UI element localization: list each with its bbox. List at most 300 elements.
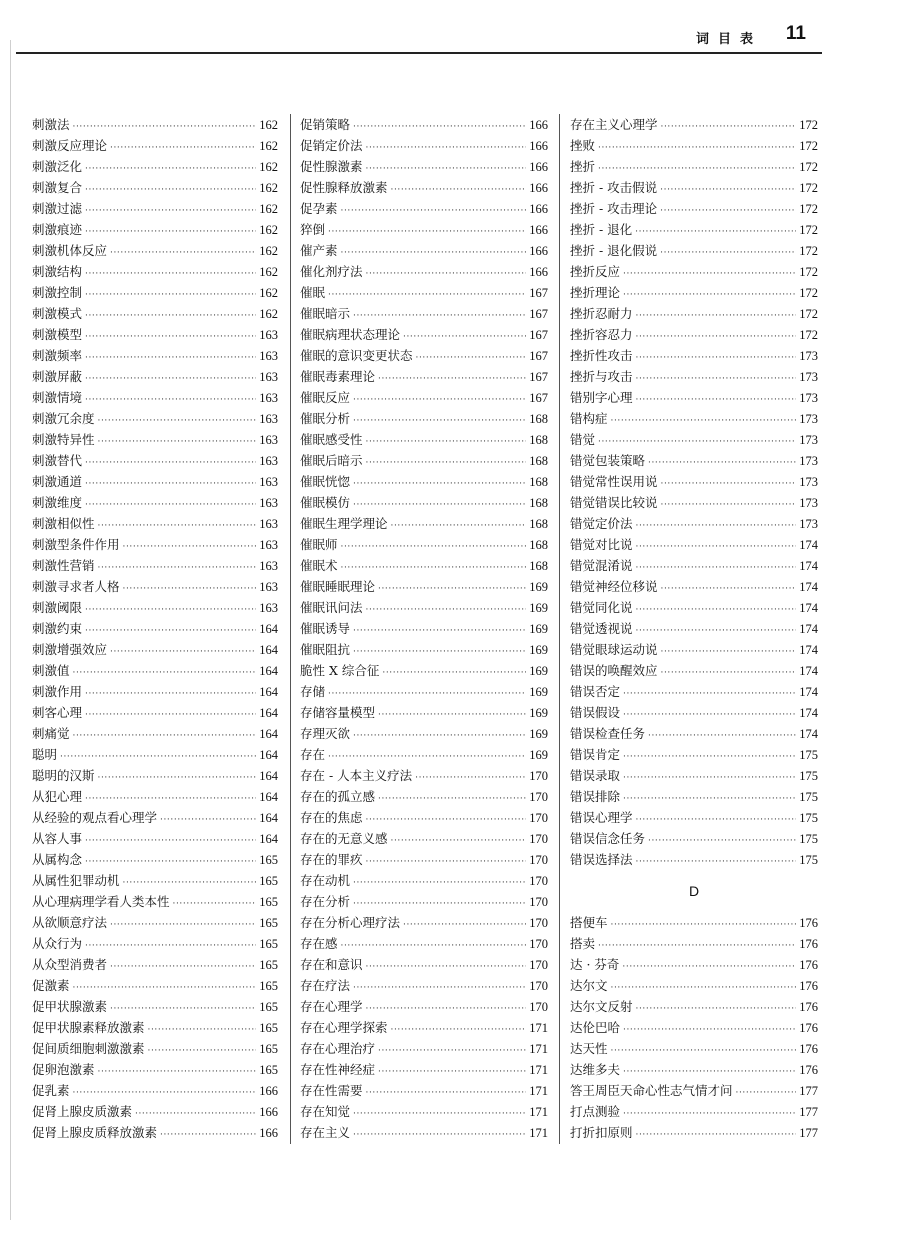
- dot-leader: [636, 516, 797, 537]
- entry-page-number: 162: [259, 307, 278, 321]
- entry-term: 催眠讯问法: [300, 600, 363, 615]
- entry-term: 刺激泛化: [32, 159, 83, 174]
- index-entry: [32, 1059, 278, 1080]
- entry-page-number: 163: [259, 559, 278, 573]
- entry-page-number: 170: [529, 1000, 548, 1014]
- index-entry: [570, 849, 818, 870]
- entry-term: 挫折 - 攻击理论: [570, 201, 658, 216]
- index-entry: [570, 366, 818, 387]
- dot-leader: [366, 852, 527, 873]
- entry-page-number: 166: [529, 265, 548, 279]
- entry-page-number: 166: [529, 244, 548, 258]
- entry-term: 催眠睡眠理论: [300, 579, 376, 594]
- entry-page-number: 165: [259, 874, 278, 888]
- dot-leader: [378, 369, 526, 390]
- entry-page-number: 173: [799, 349, 818, 363]
- index-entry: [32, 282, 278, 303]
- dot-leader: [378, 1041, 526, 1062]
- dot-leader: [173, 894, 257, 915]
- dot-leader: [85, 453, 256, 474]
- index-entry: [32, 303, 278, 324]
- entry-page-number: 164: [259, 832, 278, 846]
- entry-term: 挫折反应: [570, 264, 621, 279]
- dot-leader: [623, 285, 796, 306]
- index-entry: [570, 324, 818, 345]
- index-entry: [300, 576, 548, 597]
- entry-term: 错误录取: [570, 768, 621, 783]
- column-divider: [559, 114, 560, 1144]
- entry-page-number: 174: [799, 559, 818, 573]
- index-entry: [300, 198, 548, 219]
- entry-term: 刺激模式: [32, 306, 83, 321]
- entry-page-number: 164: [259, 706, 278, 720]
- index-entry: [32, 912, 278, 933]
- entry-page-number: 174: [799, 664, 818, 678]
- index-entry: [570, 786, 818, 807]
- entry-term: 刺激值: [32, 663, 70, 678]
- index-entry: [300, 240, 548, 261]
- dot-leader: [110, 138, 256, 159]
- entry-page-number: 176: [799, 958, 818, 972]
- entry-term: 刺激维度: [32, 495, 83, 510]
- entry-page-number: 163: [259, 496, 278, 510]
- entry-page-number: 166: [529, 118, 548, 132]
- dot-leader: [328, 285, 526, 306]
- entry-page-number: 176: [799, 1042, 818, 1056]
- entry-page-number: 163: [259, 454, 278, 468]
- entry-page-number: 165: [259, 916, 278, 930]
- index-entry: [32, 597, 278, 618]
- entry-page-number: 164: [259, 664, 278, 678]
- entry-term: 存在心理治疗: [300, 1041, 376, 1056]
- index-entry: [570, 114, 818, 135]
- index-entry: [570, 240, 818, 261]
- entry-page-number: 168: [529, 538, 548, 552]
- index-entry: [300, 555, 548, 576]
- entry-page-number: 174: [799, 643, 818, 657]
- index-entry: [32, 891, 278, 912]
- dot-leader: [648, 726, 796, 747]
- entry-page-number: 167: [529, 370, 548, 384]
- dot-leader: [85, 474, 256, 495]
- dot-leader: [341, 201, 527, 222]
- index-entry: [300, 828, 548, 849]
- index-entry: [570, 1080, 818, 1101]
- index-column-3: [570, 114, 818, 1143]
- entry-page-number: 173: [799, 517, 818, 531]
- dot-leader: [85, 684, 256, 705]
- dot-leader: [123, 537, 257, 558]
- index-entry: [32, 366, 278, 387]
- entry-term: 促肾上腺皮质激素: [32, 1104, 133, 1119]
- column-divider: [290, 114, 291, 1144]
- dot-leader: [366, 138, 527, 159]
- dot-leader: [353, 873, 526, 894]
- entry-page-number: 165: [259, 958, 278, 972]
- dot-leader: [403, 327, 526, 348]
- entry-page-number: 174: [799, 601, 818, 615]
- index-entry: [300, 492, 548, 513]
- entry-page-number: 174: [799, 706, 818, 720]
- dot-leader: [98, 432, 257, 453]
- index-entry: [570, 387, 818, 408]
- entry-term: 刺激型条件作用: [32, 537, 120, 552]
- entry-term: 从欲顺意疗法: [32, 915, 108, 930]
- index-entry: [32, 786, 278, 807]
- index-entry: [300, 849, 548, 870]
- index-entry: [570, 639, 818, 660]
- entry-term: 存理灭欲: [300, 726, 351, 741]
- entry-page-number: 167: [529, 349, 548, 363]
- dot-leader: [636, 852, 797, 873]
- entry-page-number: 170: [529, 895, 548, 909]
- entry-term: 刺激痕迹: [32, 222, 83, 237]
- dot-leader: [123, 579, 257, 600]
- dot-leader: [85, 285, 256, 306]
- entry-page-number: 172: [799, 286, 818, 300]
- entry-page-number: 174: [799, 622, 818, 636]
- entry-page-number: 172: [799, 160, 818, 174]
- entry-page-number: 169: [529, 706, 548, 720]
- index-entry: [300, 933, 548, 954]
- entry-term: 刺激增强效应: [32, 642, 108, 657]
- dot-leader: [378, 705, 526, 726]
- entry-term: 催眠毒素理论: [300, 369, 376, 384]
- entry-term: 促性腺释放激素: [300, 180, 388, 195]
- entry-term: 催眠生理学理论: [300, 516, 388, 531]
- entry-term: 挫折性攻击: [570, 348, 633, 363]
- entry-page-number: 164: [259, 769, 278, 783]
- dot-leader: [623, 705, 796, 726]
- entry-page-number: 162: [259, 118, 278, 132]
- entry-term: 存在知觉: [300, 1104, 351, 1119]
- dot-leader: [353, 621, 526, 642]
- entry-page-number: 176: [799, 1063, 818, 1077]
- index-entry: [32, 198, 278, 219]
- entry-page-number: 162: [259, 181, 278, 195]
- entry-term: 从属构念: [32, 852, 83, 867]
- entry-term: 挫折理论: [570, 285, 621, 300]
- entry-page-number: 163: [259, 433, 278, 447]
- entry-term: 达尔文反射: [570, 999, 633, 1014]
- entry-term: 刺激替代: [32, 453, 83, 468]
- entry-page-number: 172: [799, 307, 818, 321]
- entry-page-number: 171: [529, 1063, 548, 1077]
- dot-leader: [378, 579, 526, 600]
- entry-page-number: 172: [799, 181, 818, 195]
- entry-term: 从容人事: [32, 831, 83, 846]
- index-entry: [300, 870, 548, 891]
- entry-page-number: 168: [529, 433, 548, 447]
- dot-leader: [636, 390, 797, 411]
- index-entry: [300, 261, 548, 282]
- index-entry: [570, 429, 818, 450]
- index-entry: [570, 597, 818, 618]
- index-entry: [570, 261, 818, 282]
- index-entry: [300, 891, 548, 912]
- index-entry: [32, 513, 278, 534]
- entry-page-number: 162: [259, 202, 278, 216]
- entry-term: 存在: [300, 747, 326, 762]
- entry-term: 催眠诱导: [300, 621, 351, 636]
- index-entry: [570, 408, 818, 429]
- index-entry: [300, 681, 548, 702]
- entry-page-number: 163: [259, 538, 278, 552]
- entry-page-number: 167: [529, 391, 548, 405]
- entry-term: 刺激冗余度: [32, 411, 95, 426]
- dot-leader: [611, 978, 797, 999]
- entry-term: 挫折忍耐力: [570, 306, 633, 321]
- index-column-1: [32, 114, 278, 1143]
- dot-leader: [366, 600, 527, 621]
- section-letter-heading: D: [688, 883, 700, 899]
- dot-leader: [85, 348, 256, 369]
- index-entry: [300, 702, 548, 723]
- index-entry: [32, 429, 278, 450]
- dot-leader: [353, 1125, 526, 1146]
- index-entry: [570, 177, 818, 198]
- index-entry: [32, 324, 278, 345]
- index-entry: [32, 135, 278, 156]
- entry-page-number: 174: [799, 538, 818, 552]
- entry-term: 刺激性营销: [32, 558, 95, 573]
- dot-leader: [391, 180, 527, 201]
- index-entry: [570, 282, 818, 303]
- entry-page-number: 163: [259, 412, 278, 426]
- index-entry: [32, 240, 278, 261]
- entry-page-number: 170: [529, 853, 548, 867]
- index-entry: [32, 1080, 278, 1101]
- entry-page-number: 166: [529, 202, 548, 216]
- index-entry: [32, 534, 278, 555]
- dot-leader: [661, 642, 797, 663]
- entry-term: 错觉神经位移说: [570, 579, 658, 594]
- entry-term: 存在动机: [300, 873, 351, 888]
- page-number: 11: [785, 23, 806, 44]
- entry-page-number: 177: [799, 1126, 818, 1140]
- index-entry: [300, 408, 548, 429]
- entry-page-number: 170: [529, 790, 548, 804]
- index-entry: [300, 1059, 548, 1080]
- entry-term: 存在 - 人本主义疗法: [300, 768, 413, 783]
- entry-page-number: 165: [259, 1021, 278, 1035]
- entry-page-number: 163: [259, 580, 278, 594]
- entry-page-number: 172: [799, 244, 818, 258]
- entry-page-number: 162: [259, 223, 278, 237]
- entry-term: 刺激频率: [32, 348, 83, 363]
- dot-leader: [661, 579, 797, 600]
- dot-leader: [366, 999, 527, 1020]
- dot-leader: [623, 747, 796, 768]
- entry-page-number: 164: [259, 643, 278, 657]
- dot-leader: [98, 411, 257, 432]
- entry-page-number: 166: [529, 139, 548, 153]
- entry-term: 脆性 X 综合征: [300, 663, 380, 678]
- dot-leader: [366, 810, 527, 831]
- dot-leader: [85, 495, 256, 516]
- entry-term: 错别字心理: [570, 390, 633, 405]
- dot-leader: [353, 978, 526, 999]
- index-entry: [570, 828, 818, 849]
- index-entry: [570, 219, 818, 240]
- entry-page-number: 167: [529, 307, 548, 321]
- entry-page-number: 177: [799, 1084, 818, 1098]
- index-entry: [32, 933, 278, 954]
- index-entry: [570, 1038, 818, 1059]
- entry-page-number: 162: [259, 244, 278, 258]
- dot-leader: [73, 663, 257, 684]
- index-entry: [300, 765, 548, 786]
- entry-page-number: 166: [259, 1126, 278, 1140]
- index-entry: [32, 387, 278, 408]
- entry-term: 刺客心理: [32, 705, 83, 720]
- dot-leader: [148, 1041, 257, 1062]
- entry-page-number: 164: [259, 748, 278, 762]
- index-entry: [32, 408, 278, 429]
- entry-page-number: 175: [799, 811, 818, 825]
- entry-term: 刺激过滤: [32, 201, 83, 216]
- entry-term: 催化剂疗法: [300, 264, 363, 279]
- index-entry: [570, 1017, 818, 1038]
- dot-leader: [660, 180, 796, 201]
- index-entry: [300, 219, 548, 240]
- dot-leader: [611, 915, 797, 936]
- entry-term: 错觉: [570, 432, 596, 447]
- index-entry: [570, 975, 818, 996]
- entry-page-number: 174: [799, 727, 818, 741]
- dot-leader: [98, 768, 257, 789]
- index-entry: [32, 639, 278, 660]
- dot-leader: [611, 1041, 797, 1062]
- entry-term: 存在感: [300, 936, 338, 951]
- dot-leader: [648, 453, 796, 474]
- dot-leader: [636, 558, 797, 579]
- entry-page-number: 163: [259, 370, 278, 384]
- index-entry: [32, 450, 278, 471]
- entry-page-number: 165: [259, 853, 278, 867]
- dot-leader: [378, 789, 526, 810]
- entry-page-number: 165: [259, 1000, 278, 1014]
- dot-leader: [636, 537, 797, 558]
- entry-page-number: 166: [259, 1084, 278, 1098]
- entry-term: 促销定价法: [300, 138, 363, 153]
- index-entry: [570, 135, 818, 156]
- entry-term: 错觉错误比较说: [570, 495, 658, 510]
- dot-leader: [623, 1104, 796, 1125]
- entry-term: 促肾上腺皮质释放激素: [32, 1125, 158, 1140]
- entry-term: 刺痛觉: [32, 726, 70, 741]
- entry-page-number: 164: [259, 685, 278, 699]
- entry-term: 达维多夫: [570, 1062, 621, 1077]
- dot-leader: [660, 243, 796, 264]
- index-entry: [300, 1080, 548, 1101]
- index-entry: [300, 429, 548, 450]
- entry-term: 挫折与攻击: [570, 369, 633, 384]
- entry-page-number: 162: [259, 265, 278, 279]
- entry-term: 错误肯定: [570, 747, 621, 762]
- index-entry: [300, 345, 548, 366]
- entry-page-number: 172: [799, 139, 818, 153]
- dot-leader: [648, 831, 796, 852]
- entry-term: 催眠后暗示: [300, 453, 363, 468]
- dot-leader: [636, 999, 797, 1020]
- entry-page-number: 171: [529, 1021, 548, 1035]
- entry-page-number: 176: [799, 937, 818, 951]
- entry-page-number: 171: [529, 1105, 548, 1119]
- entry-term: 达天性: [570, 1041, 608, 1056]
- entry-term: 达尔文: [570, 978, 608, 993]
- index-entry: [570, 681, 818, 702]
- entry-term: 催眠师: [300, 537, 338, 552]
- index-entry: [32, 177, 278, 198]
- entry-page-number: 172: [799, 328, 818, 342]
- entry-page-number: 167: [529, 286, 548, 300]
- index-entry: [570, 198, 818, 219]
- index-entry: [570, 765, 818, 786]
- entry-term: 存在性神经症: [300, 1062, 376, 1077]
- entry-page-number: 173: [799, 391, 818, 405]
- entry-term: 存在心理学探索: [300, 1020, 388, 1035]
- entry-term: 错觉常性误用说: [570, 474, 658, 489]
- entry-term: 从经验的观点看心理学: [32, 810, 158, 825]
- entry-term: 错觉眼球运动说: [570, 642, 658, 657]
- entry-page-number: 176: [799, 979, 818, 993]
- dot-leader: [636, 600, 797, 621]
- entry-page-number: 174: [799, 685, 818, 699]
- index-entry: [570, 744, 818, 765]
- entry-term: 错觉透视说: [570, 621, 633, 636]
- entry-term: 催眠恍惚: [300, 474, 351, 489]
- entry-page-number: 166: [529, 181, 548, 195]
- dot-leader: [623, 684, 796, 705]
- index-entry: [300, 1101, 548, 1122]
- entry-term: 聪明的汉斯: [32, 768, 95, 783]
- entry-term: 促激素: [32, 978, 70, 993]
- index-entry: [300, 975, 548, 996]
- index-entry: [570, 660, 818, 681]
- index-entry: [300, 1122, 548, 1143]
- entry-term: 错觉定价法: [570, 516, 633, 531]
- index-entry: [300, 513, 548, 534]
- entry-term: 刺激反应理论: [32, 138, 108, 153]
- dot-leader: [110, 642, 256, 663]
- entry-page-number: 175: [799, 832, 818, 846]
- index-entry: [300, 723, 548, 744]
- entry-term: 刺激作用: [32, 684, 83, 699]
- entry-term: 存在主义: [300, 1125, 351, 1140]
- dot-leader: [85, 621, 256, 642]
- entry-term: 错误假设: [570, 705, 621, 720]
- entry-term: 促孕素: [300, 201, 338, 216]
- entry-term: 催眠病理状态理论: [300, 327, 401, 342]
- dot-leader: [341, 936, 527, 957]
- entry-term: 从众型消费者: [32, 957, 108, 972]
- index-entry: [32, 492, 278, 513]
- dot-leader: [623, 789, 796, 810]
- index-entry: [300, 807, 548, 828]
- dot-leader: [85, 369, 256, 390]
- dot-leader: [611, 411, 797, 432]
- entry-term: 错觉对比说: [570, 537, 633, 552]
- entry-term: 催眠分析: [300, 411, 351, 426]
- entry-term: 搭便车: [570, 915, 608, 930]
- dot-leader: [661, 474, 797, 495]
- dot-leader: [391, 1020, 527, 1041]
- entry-term: 错误心理学: [570, 810, 633, 825]
- index-entry: [32, 828, 278, 849]
- entry-term: 催眠反应: [300, 390, 351, 405]
- entry-page-number: 163: [259, 328, 278, 342]
